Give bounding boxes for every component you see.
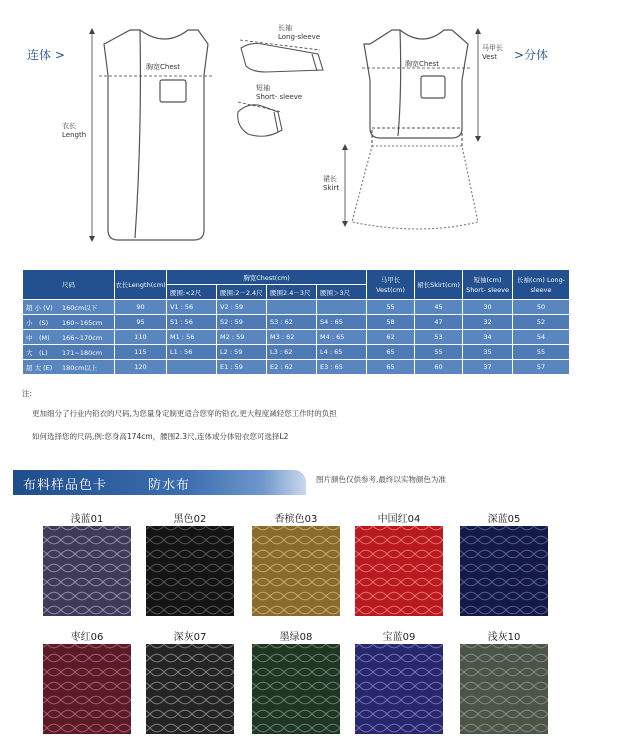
one-piece-label: 连体 > bbox=[27, 48, 65, 62]
short-sleeve-drawing bbox=[238, 105, 282, 136]
header-chest: 胸宽Chest(cm) bbox=[167, 270, 367, 285]
swatch-label: 枣红06 bbox=[70, 632, 104, 643]
size-name-cell bbox=[23, 360, 115, 375]
size-name: 大 (L) bbox=[26, 348, 48, 357]
header-waist-4: 腰围＞3尺 bbox=[317, 285, 367, 300]
swatch-label: 宝蓝09 bbox=[382, 632, 416, 643]
size-cell-c2: L2 : 59 bbox=[217, 345, 267, 360]
size-cell-long: 52 bbox=[513, 315, 570, 330]
garment-diagram bbox=[0, 0, 623, 260]
size-cell-c1: L1 : 56 bbox=[167, 345, 217, 360]
size-cell-short: 32 bbox=[463, 315, 513, 330]
size-cell-c2: M2 : 59 bbox=[217, 330, 267, 345]
size-height: 166~170cm bbox=[62, 333, 103, 342]
swatch-label: 深灰07 bbox=[173, 632, 207, 643]
size-cell-length: 90 bbox=[115, 300, 167, 315]
header-short-sleeve: 短袖(cm) Short- sleeve bbox=[463, 270, 513, 300]
size-height: 171~180cm bbox=[62, 348, 103, 357]
one-piece-apron-drawing bbox=[104, 30, 208, 240]
header-skirt: 裙长Skirt(cm) bbox=[415, 270, 463, 300]
size-table-row bbox=[23, 315, 570, 330]
swatch-label: 浅蓝01 bbox=[70, 514, 104, 525]
size-cell-skirt: 60 bbox=[415, 360, 463, 375]
size-cell-vest: 65 bbox=[367, 360, 415, 375]
size-cell-skirt: 45 bbox=[415, 300, 463, 315]
long-sleeve-drawing bbox=[241, 44, 323, 73]
vest-label: 马甲长 Vest bbox=[482, 44, 503, 61]
size-cell-length: 110 bbox=[115, 330, 167, 345]
fabric-swatch bbox=[355, 644, 443, 734]
size-cell-skirt: 55 bbox=[415, 345, 463, 360]
notes-title: 注: bbox=[22, 389, 33, 398]
fabric-swatch bbox=[43, 526, 131, 616]
size-cell-skirt: 53 bbox=[415, 330, 463, 345]
fabric-swatch bbox=[252, 644, 340, 734]
size-cell-c3: E2 : 62 bbox=[267, 360, 317, 375]
size-name: 小 (S) bbox=[26, 318, 49, 327]
fabric-swatch bbox=[252, 526, 340, 616]
size-cell-long: 54 bbox=[513, 330, 570, 345]
size-cell-long: 55 bbox=[513, 345, 570, 360]
two-piece-label: >分体 bbox=[514, 48, 549, 62]
size-table-row bbox=[23, 330, 570, 345]
size-name-cell bbox=[23, 345, 115, 360]
size-cell-c3: S3 : 62 bbox=[267, 315, 317, 330]
size-name: 超 小 (V) bbox=[26, 303, 53, 312]
swatch-label: 深蓝05 bbox=[487, 514, 521, 525]
size-table-header-row bbox=[23, 270, 570, 285]
size-name: 中 (M) bbox=[26, 333, 50, 342]
size-cell-c1: S1 : 56 bbox=[167, 315, 217, 330]
fabric-banner bbox=[13, 470, 306, 495]
size-cell-c4: S4 : 65 bbox=[317, 315, 367, 330]
size-cell-c2: S2 : 59 bbox=[217, 315, 267, 330]
size-cell-vest: 58 bbox=[367, 315, 415, 330]
size-cell-c3 bbox=[267, 300, 317, 315]
size-cell-length: 95 bbox=[115, 315, 167, 330]
fabric-swatch bbox=[146, 526, 234, 616]
size-cell-length: 120 bbox=[115, 360, 167, 375]
chest-label-right: 胸宽Chest bbox=[405, 60, 440, 68]
header-waist-3: 腰围2.4－3尺 bbox=[267, 285, 317, 300]
size-height: 180cm以上 bbox=[62, 363, 98, 372]
chest-label-left: 胸宽Chest bbox=[146, 63, 181, 71]
size-cell-vest: 65 bbox=[367, 345, 415, 360]
size-name-cell bbox=[23, 330, 115, 345]
size-table-row bbox=[23, 345, 570, 360]
header-length: 衣长Length(cm) bbox=[115, 270, 167, 300]
size-cell-short: 34 bbox=[463, 330, 513, 345]
fabric-title: 布料样品色卡 bbox=[23, 478, 108, 493]
size-cell-c4 bbox=[317, 300, 367, 315]
skirt-drawing bbox=[352, 128, 478, 229]
length-label: 衣长 Length bbox=[62, 122, 87, 139]
size-cell-c3: L3 : 62 bbox=[267, 345, 317, 360]
header-long-sleeve: 长袖(cm) Long-sleeve bbox=[513, 270, 570, 300]
size-cell-short: 35 bbox=[463, 345, 513, 360]
swatch-label: 中国红04 bbox=[377, 514, 421, 525]
size-cell-vest: 62 bbox=[367, 330, 415, 345]
fabric-swatch bbox=[146, 644, 234, 734]
swatch-label: 香槟色03 bbox=[274, 514, 318, 525]
size-cell-c1: V1 : 56 bbox=[167, 300, 217, 315]
size-cell-short: 30 bbox=[463, 300, 513, 315]
size-cell-c1: M1 : 56 bbox=[167, 330, 217, 345]
size-cell-c4: E3 : 65 bbox=[317, 360, 367, 375]
header-size: 尺码 bbox=[23, 270, 115, 300]
size-height: 160cm以下 bbox=[62, 303, 98, 312]
size-cell-c3: M3 : 62 bbox=[267, 330, 317, 345]
size-cell-c4: M4 : 65 bbox=[317, 330, 367, 345]
size-cell-vest: 55 bbox=[367, 300, 415, 315]
fabric-disclaimer: 图片颜色仅供参考,最终以实物颜色为准 bbox=[316, 475, 446, 484]
long-sleeve-label: 长袖 Long-sleeve bbox=[278, 24, 321, 41]
size-cell-c1 bbox=[167, 360, 217, 375]
skirt-label: 裙长 Skirt bbox=[323, 175, 340, 192]
vest-drawing bbox=[364, 30, 468, 138]
short-sleeve-label: 短袖 Short- sleeve bbox=[256, 84, 303, 101]
size-cell-length: 115 bbox=[115, 345, 167, 360]
size-name-cell bbox=[23, 315, 115, 330]
header-waist-1: 腰围:<2尺 bbox=[167, 285, 217, 300]
header-waist-2: 腰围:2－2.4尺 bbox=[217, 285, 267, 300]
size-table-row bbox=[23, 360, 570, 375]
size-cell-long: 57 bbox=[513, 360, 570, 375]
size-cell-long: 50 bbox=[513, 300, 570, 315]
fabric-swatch bbox=[43, 644, 131, 734]
size-table-row bbox=[23, 300, 570, 315]
size-cell-c2: E1 : 59 bbox=[217, 360, 267, 375]
fabric-subtitle: 防水布 bbox=[148, 478, 191, 493]
swatch-label: 黑色02 bbox=[173, 514, 207, 525]
fabric-swatch bbox=[460, 526, 548, 616]
swatch-label: 浅灰10 bbox=[487, 632, 521, 643]
size-cell-short: 37 bbox=[463, 360, 513, 375]
fabric-swatch bbox=[355, 526, 443, 616]
size-name: 超 大 (E) bbox=[26, 363, 53, 372]
fabric-swatch bbox=[460, 644, 548, 734]
notes-line-2: 如何选择您的尺码,例:您身高174cm，腰围2.3尺,连体或分体铅衣您可选择L2 bbox=[32, 432, 289, 441]
size-table bbox=[22, 269, 570, 375]
size-name-cell bbox=[23, 300, 115, 315]
size-cell-c2: V2 : 59 bbox=[217, 300, 267, 315]
size-cell-c4: L4 : 65 bbox=[317, 345, 367, 360]
size-cell-skirt: 47 bbox=[415, 315, 463, 330]
swatch-label: 墨绿08 bbox=[279, 632, 313, 643]
header-vest: 马甲长Vest(cm) bbox=[367, 270, 415, 300]
notes-line-1: 更加细分了行业内铅衣的尺码,为您量身定制更适合您穿的铅衣,更大程度减轻您工作时的负担 bbox=[32, 409, 337, 418]
size-height: 160~165cm bbox=[62, 318, 103, 327]
